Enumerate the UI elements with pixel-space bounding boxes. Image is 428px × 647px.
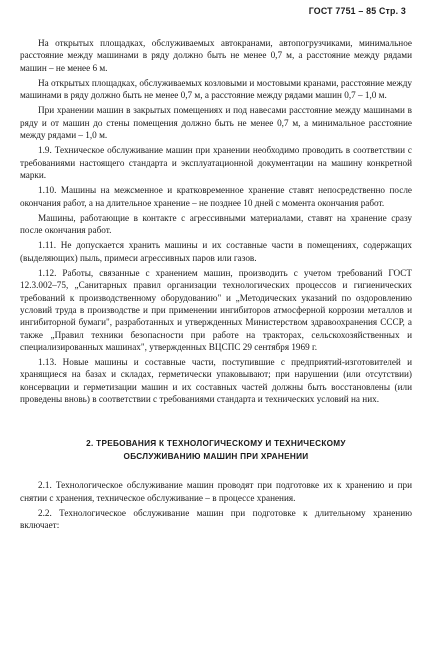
paragraph: 1.11. Не допускается хранить машины и их составные части в помещениях, содержащих (выделяющих) пыль, примеси агрессивных паров или газов. bbox=[20, 240, 412, 263]
section-heading-line: ОБСЛУЖИВАНИЮ МАШИН ПРИ ХРАНЕНИИ bbox=[123, 452, 309, 462]
paragraph: 2.2. Технологическое обслуживание машин при подготовке к длительному хранению включает: bbox=[20, 507, 412, 531]
paragraph: На открытых площадках, обслуживаемых козловыми и мостовыми кранами, расстояние между машинами в ряду должно быть не менее 0,7 м, а расстояние между рядами машин 0,7 – 1,0 м. bbox=[20, 77, 412, 101]
paragraph: При хранении машин в закрытых помещениях и под навесами расстояние между машинами в ряду и от машин до стены помещения должно быть не менее 0,7 м, а минимальное расстояние между рядами – 1,0 м. bbox=[20, 105, 412, 141]
section-heading bbox=[20, 437, 412, 463]
paragraph: 1.13. Новые машины и составные части, поступившие с предприятий-изготовителей и хранящиеся на базах и складах, герметически упаковывают; при нарушении (или отсутствии) консервации и герметизации машин и их составных частей должны быть восстановлены (или проведены вновь) в соответствии с требованиями стандарта и технических условий на них. bbox=[20, 357, 412, 405]
paragraph: 1.9. Техническое обслуживание машин при хранении необходимо проводить в соответствии с требованиями настоящего стандарта и эксплуатационной документации на машину конкретной марки. bbox=[20, 145, 412, 180]
paragraph: 1.10. Машины на межсменное и кратковременное хранение ставят непосредственно после окончания работ, а на длительное хранение – не позднее 10 дней с момента окончания работ. bbox=[20, 185, 412, 208]
paragraph: 2.1. Технологическое обслуживание машин проводят при подготовке их к хранению и при снятии с хранения, техническое обслуживание – в процессе хранения. bbox=[20, 480, 412, 503]
document-body bbox=[20, 37, 412, 532]
paragraph: 1.12. Работы, связанные с хранением машин, производить с учетом требований ГОСТ 12.3.002–75, „Санитарных правил организации технологических процессов и гигиенических требований к производственному оборудованию" и „Методических указаний по оздоровлению условий труда в производстве и при применении ингибиторов атмосферной коррозии металлов и ингибиторной бумаги", разработанных и утвержденных Министерством здравоохранения СССР, а также „Правил техники безопасности при работе на тракторах, сельскохозяйственных и специализированных машинах", утвержденных ВЦСПС 29 сентября 1969 г. bbox=[20, 268, 412, 352]
paragraph: Машины, работающие в контакте с агрессивными материалами, ставят на хранение сразу после окончания работ. bbox=[20, 212, 412, 236]
page-header: ГОСТ 7751 – 85 Стр. 3 bbox=[308, 6, 406, 16]
section-heading-line: 2. ТРЕБОВАНИЯ К ТЕХНОЛОГИЧЕСКОМУ И ТЕХНИЧЕСКОМУ bbox=[86, 439, 346, 449]
paragraph: На открытых площадках, обслуживаемых автокранами, автопогрузчиками, минимальное расстояние между машинами в ряду должно быть не менее 0,7 м, а расстояние между рядами машин – не менее 6 м. bbox=[20, 38, 412, 73]
